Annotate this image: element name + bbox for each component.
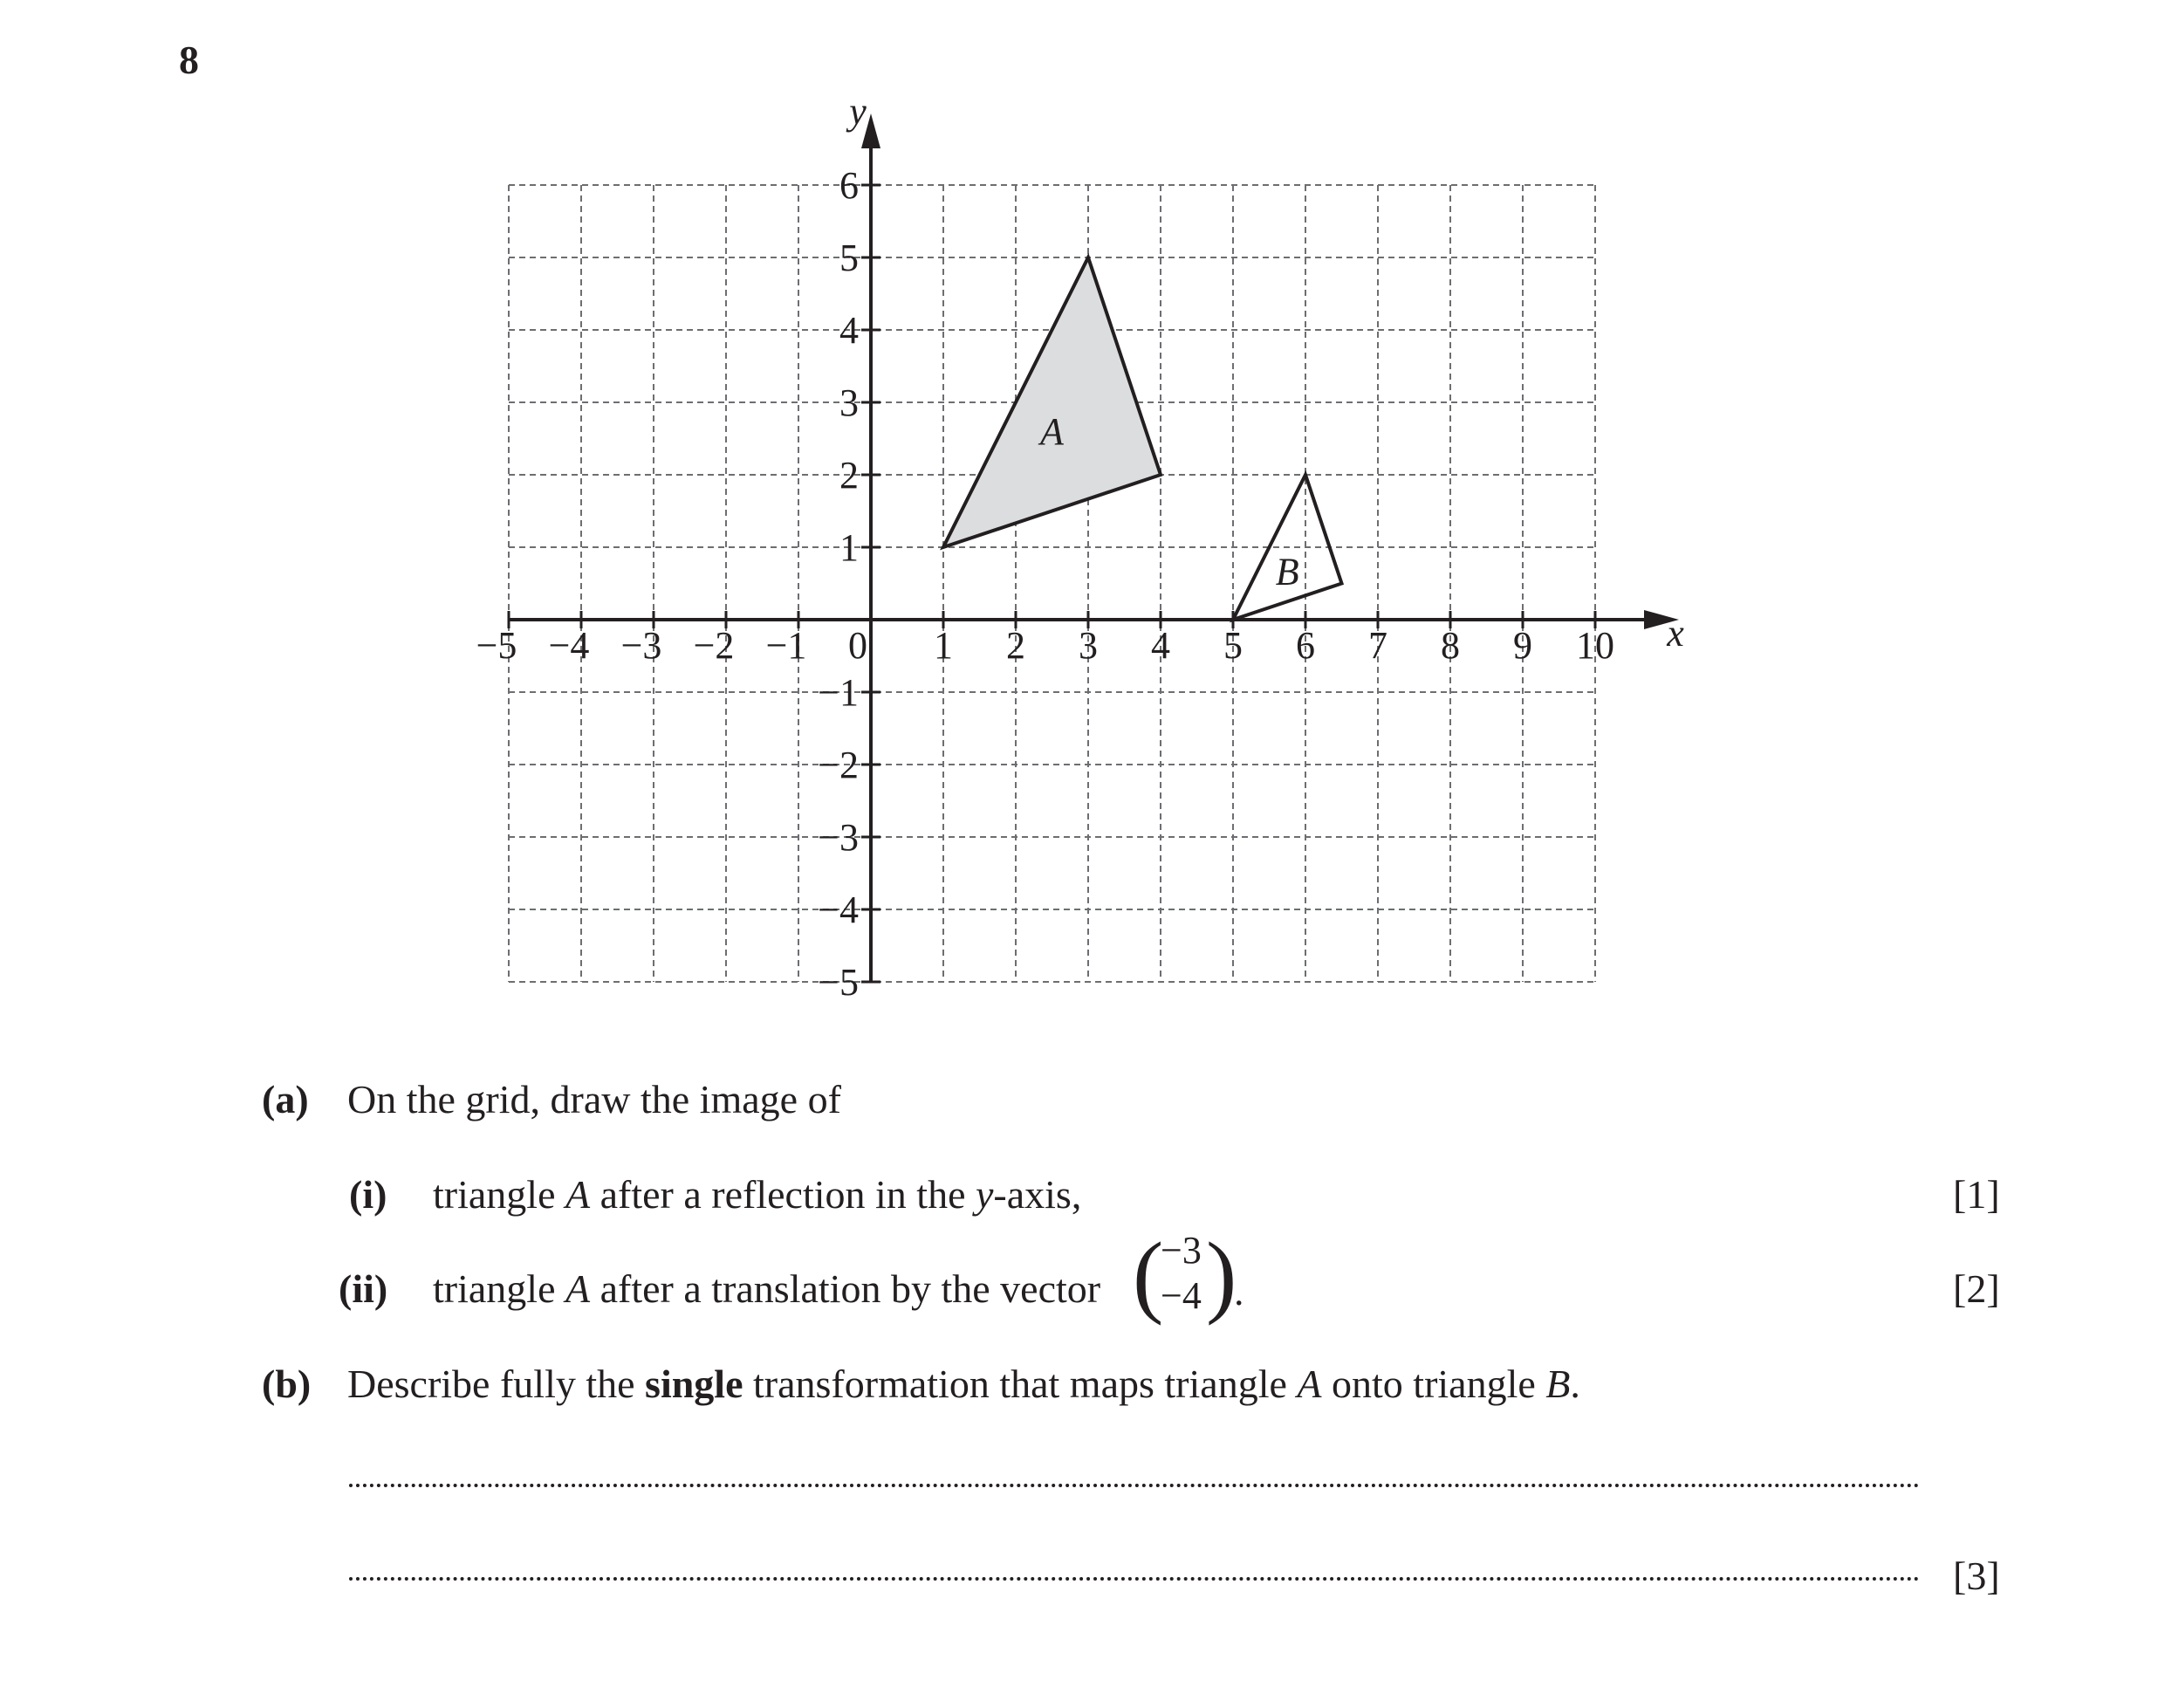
part-b-text: Describe fully the single transformation that maps triangle A onto triangle B. bbox=[347, 1362, 1580, 1406]
answer-line-2[interactable] bbox=[349, 1577, 1920, 1581]
translation-vector bbox=[1133, 1224, 1244, 1326]
y-tick-label: 5 bbox=[839, 237, 859, 279]
vector-period: . bbox=[1234, 1269, 1244, 1314]
x-tick-label: 4 bbox=[1151, 624, 1170, 667]
part-a-ii-text: triangle A after a translation by the vector bbox=[433, 1266, 1101, 1311]
part-a-ii-label: (ii) bbox=[339, 1266, 388, 1311]
part-a-ii-marks: [2] bbox=[1953, 1266, 2000, 1311]
part-a-i-marks: [1] bbox=[1953, 1172, 2000, 1217]
part-a-i-label: (i) bbox=[349, 1172, 387, 1217]
x-tick-label: −3 bbox=[620, 624, 662, 667]
y-tick-label: −5 bbox=[818, 961, 859, 1004]
vector-bottom: −4 bbox=[1161, 1274, 1202, 1317]
x-tick-label: 6 bbox=[1296, 624, 1315, 667]
x-tick-label: 5 bbox=[1223, 624, 1243, 667]
y-tick-label: 4 bbox=[839, 309, 859, 352]
vector-right-bracket: ) bbox=[1206, 1224, 1237, 1326]
part-a-i-text: triangle A after a reflection in the y-axis, bbox=[433, 1172, 1082, 1217]
x-tick-label: −1 bbox=[765, 624, 807, 667]
y-tick-label: −4 bbox=[818, 888, 859, 931]
x-tick-label: −4 bbox=[548, 624, 590, 667]
triangle-label-A: A bbox=[1040, 410, 1064, 454]
triangle-A bbox=[943, 257, 1161, 547]
vector-left-bracket: ( bbox=[1133, 1224, 1164, 1326]
y-tick-label: 1 bbox=[839, 526, 859, 569]
question-number: 8 bbox=[179, 38, 199, 82]
x-tick-label: −5 bbox=[476, 624, 517, 667]
triangle-label-B: B bbox=[1275, 550, 1299, 593]
x-tick-label: 10 bbox=[1576, 624, 1614, 667]
x-tick-label: 1 bbox=[934, 624, 953, 667]
y-tick-label: −3 bbox=[818, 816, 859, 859]
x-tick-label: −2 bbox=[693, 624, 735, 667]
x-tick-label: 0 bbox=[848, 624, 867, 667]
part-a-text: On the grid, draw the image of bbox=[347, 1077, 841, 1122]
y-axis-label: y bbox=[849, 90, 867, 133]
part-a-label: (a) bbox=[262, 1077, 309, 1122]
x-tick-label: 2 bbox=[1006, 624, 1025, 667]
y-tick-label: 6 bbox=[839, 164, 859, 207]
y-tick-label: −1 bbox=[818, 671, 859, 714]
x-tick-label: 9 bbox=[1513, 624, 1532, 667]
x-tick-label: 8 bbox=[1441, 624, 1460, 667]
part-b-label: (b) bbox=[262, 1362, 312, 1406]
y-tick-label: 3 bbox=[839, 381, 859, 424]
x-tick-label: 3 bbox=[1079, 624, 1098, 667]
x-tick-label: 7 bbox=[1368, 624, 1387, 667]
answer-line-1[interactable] bbox=[349, 1484, 1920, 1487]
x-axis-label: x bbox=[1667, 612, 1684, 655]
y-tick-label: 2 bbox=[839, 454, 859, 497]
vector-top: −3 bbox=[1161, 1229, 1202, 1272]
y-tick-label: −2 bbox=[818, 744, 859, 786]
part-b-marks: [3] bbox=[1953, 1554, 2000, 1598]
